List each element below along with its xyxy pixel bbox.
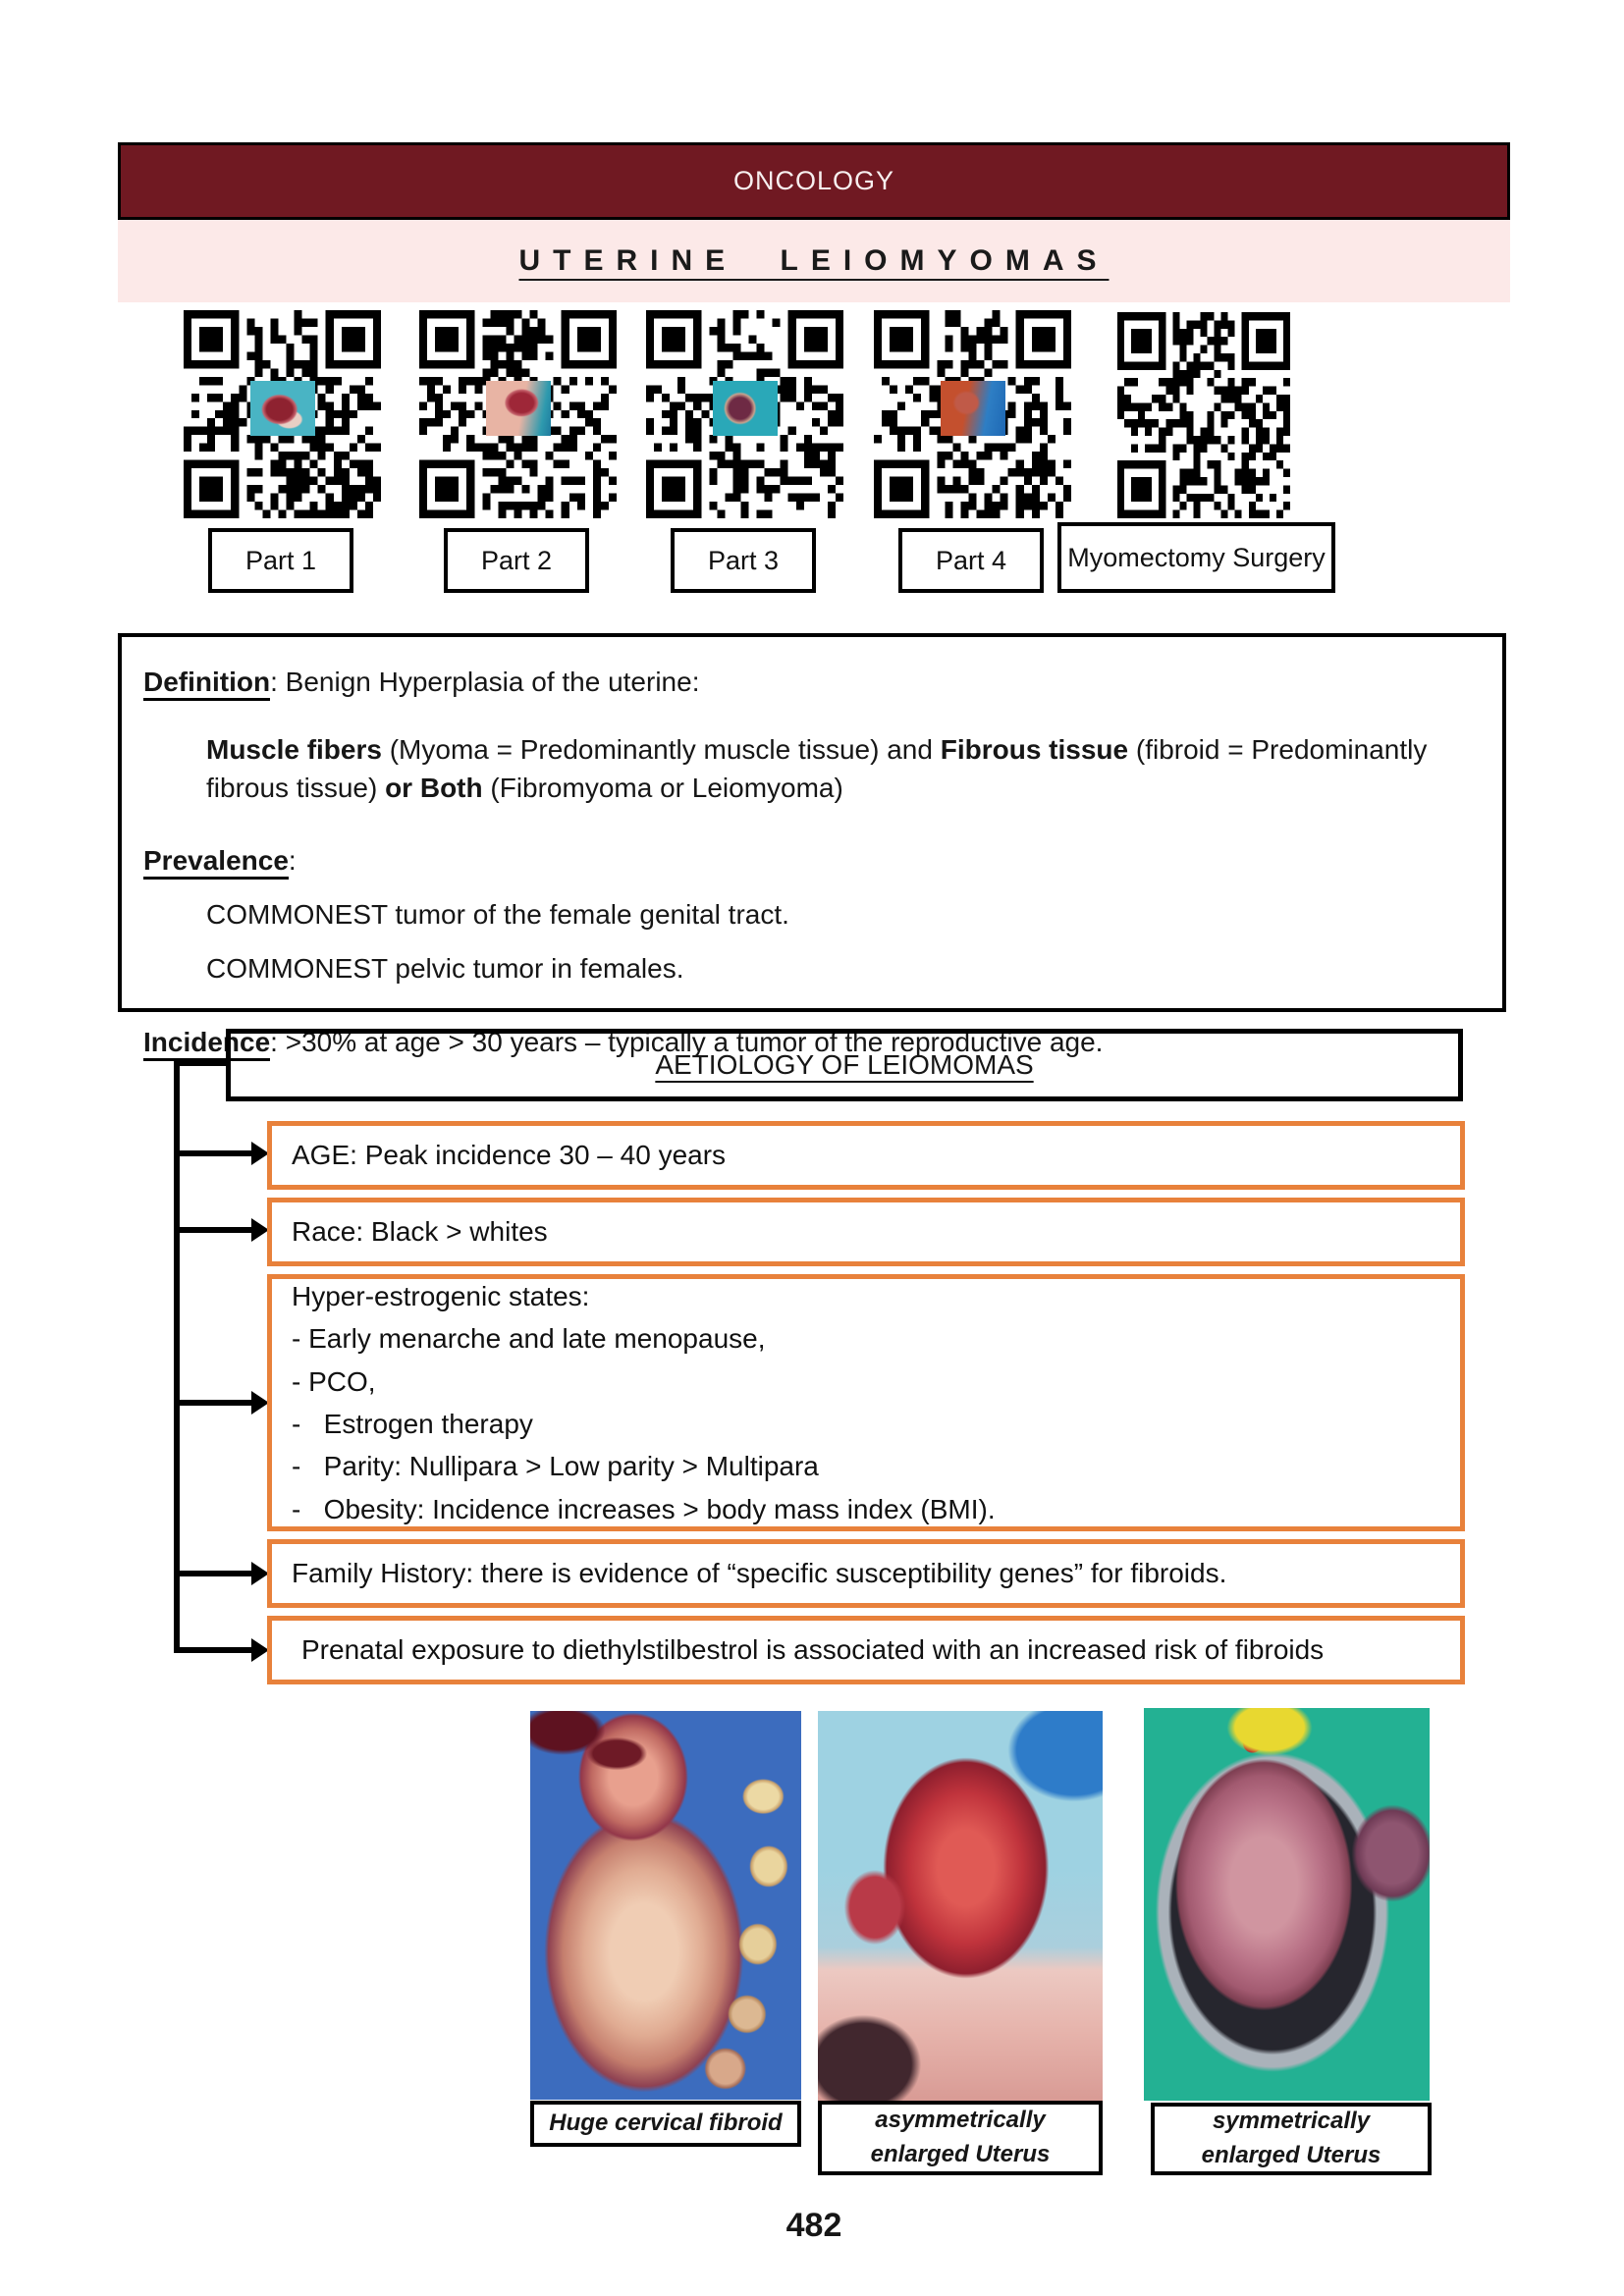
prevalence-colon: : — [288, 844, 297, 876]
arrow-age — [174, 1150, 253, 1156]
aetiology-box-text: - Obesity: Incidence increases > body mass index (BMI). — [292, 1493, 996, 1524]
aetiology-box-text: - PCO, — [292, 1365, 376, 1397]
qr-label-text: Part 3 — [707, 545, 780, 575]
photo-caption-text: symmetrically enlarged Uterus — [1201, 2108, 1381, 2168]
definition-detail — [206, 730, 1468, 807]
qr-center-photo — [713, 381, 778, 436]
qr-center-photo — [941, 381, 1005, 436]
aetiology-box-text: Prenatal exposure to diethylstilbestrol is associated with an increased risk of fibroids — [301, 1634, 1325, 1666]
prevalence-point: COMMONEST pelvic tumor in females. — [206, 952, 684, 984]
definition-detail-text: (fibroid = Predominantly fibrous tissue) — [206, 734, 1428, 804]
qr-label-part-2 — [444, 528, 589, 593]
aetiology-box-text: Hyper-estrogenic states: — [292, 1280, 590, 1311]
definition-detail-bold: or Both — [385, 773, 483, 804]
oncology-banner — [118, 142, 1510, 220]
photo-symmetrically-enlarged-uterus — [1144, 1708, 1430, 2101]
qr-label-part-4 — [898, 528, 1044, 593]
qr-label-text: Part 2 — [480, 545, 553, 575]
photo-huge-cervical-fibroid — [530, 1711, 801, 2100]
arrow-prenatal — [174, 1647, 253, 1653]
prevalence-point: COMMONEST tumor of the female genital tract. — [206, 898, 789, 930]
aetiology-box-text: - Parity: Nullipara > Low parity > Multipara — [292, 1451, 819, 1482]
topic-title: UTERINE LEIOMYOMAS — [518, 244, 1110, 277]
aetiology-box-hyper-estrogenic — [267, 1274, 1465, 1531]
definition-detail-bold: Fibrous tissue — [940, 734, 1129, 766]
definition-text: : Benign Hyperplasia of the uterine: — [270, 667, 700, 697]
topic-title-band — [118, 220, 1510, 302]
qr-label-myomectomy-surgery — [1057, 522, 1335, 593]
arrow-family-history — [174, 1571, 253, 1576]
definition-line — [143, 663, 1479, 701]
incidence-text: : >30% at age > 30 years – typically a tumor of the reproductive age. — [270, 1027, 1104, 1058]
qr-label-part-1 — [208, 528, 353, 593]
qr-code-part-3 — [646, 310, 843, 518]
qr-center-photo — [486, 381, 551, 436]
bracket-vertical-line — [174, 1060, 180, 1653]
photo-asymmetrically-enlarged-uterus — [818, 1711, 1103, 2104]
oncology-banner-title: ONCOLOGY — [732, 166, 895, 195]
aetiology-box-text: - Estrogen therapy — [292, 1409, 533, 1439]
photo-caption — [818, 2101, 1103, 2175]
aetiology-box-text: - Early menarche and late menopause, — [292, 1323, 766, 1355]
aetiology-title: AETIOLOGY OF LEIOMOMAS — [655, 1049, 1034, 1080]
definition-detail-text: (Myoma = Predominantly muscle tissue) and — [381, 734, 941, 766]
qr-code-part-1 — [184, 310, 381, 518]
arrow-race — [174, 1227, 253, 1233]
definition-box — [118, 633, 1506, 1058]
qr-pattern — [1117, 312, 1290, 518]
qr-code-part-4 — [874, 310, 1071, 518]
prevalence-line — [143, 841, 1479, 880]
aetiology-box-text: AGE: Peak incidence 30 – 40 years — [292, 1140, 727, 1171]
aetiology-box-text: Family History: there is evidence of “specific susceptibility genes” for fibroids. — [292, 1558, 1227, 1589]
aetiology-box-race — [267, 1198, 1465, 1266]
aetiology-header-box — [226, 1029, 1463, 1101]
incidence-term: Incidence — [143, 1027, 270, 1061]
qr-code-myomectomy-surgery — [1117, 312, 1290, 518]
qr-label-text: Part 1 — [244, 545, 317, 575]
qr-label-part-3 — [671, 528, 816, 593]
bracket-connector — [174, 1060, 228, 1066]
qr-center-photo — [250, 381, 315, 436]
aetiology-box-prenatal-exposure — [267, 1616, 1465, 1684]
arrow-hyper-estrogenic — [174, 1400, 253, 1406]
page-number: 482 — [785, 2207, 842, 2244]
qr-label-text: Myomectomy Surgery — [1067, 542, 1326, 572]
definition-term: Definition — [143, 667, 270, 701]
qr-code-part-2 — [419, 310, 617, 518]
photo-caption — [1151, 2103, 1432, 2175]
aetiology-box-family-history — [267, 1539, 1465, 1608]
definition-detail-text: (Fibromyoma or Leiomyoma) — [482, 773, 843, 804]
aetiology-box-age — [267, 1121, 1465, 1190]
prevalence-term: Prevalence — [143, 845, 289, 880]
qr-label-text: Part 4 — [935, 545, 1007, 575]
definition-detail-bold: Muscle fibers — [206, 734, 382, 766]
photo-caption — [530, 2101, 801, 2147]
photo-caption-text: asymmetrically enlarged Uterus — [870, 2107, 1051, 2167]
photo-caption-text: Huge cervical fibroid — [549, 2109, 783, 2137]
aetiology-box-text: Race: Black > whites — [292, 1216, 548, 1248]
